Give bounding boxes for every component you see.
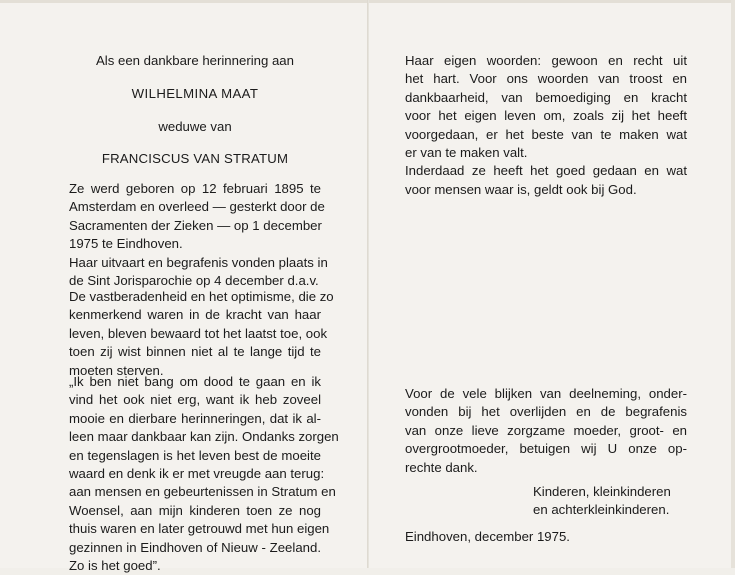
deceased-name: WILHELMINA MAAT <box>131 86 259 101</box>
own-words-line: voor het eigen leven om, zoals zij het heeft <box>405 108 687 124</box>
character-line: moeten sterven. <box>69 362 164 378</box>
quote-line: Zo is het goed”. <box>69 558 161 574</box>
widow-of-line: weduwe van <box>158 119 232 134</box>
thanks-line: rechte dank. <box>405 459 478 475</box>
birth-paragraph <box>69 180 328 290</box>
own-words-line: Haar eigen woorden: gewoon en recht uit <box>405 53 687 68</box>
funeral-line: Haar uitvaart en begrafenis vonden plaats in <box>69 254 328 270</box>
good-line: Inderdaad ze heeft het goed gedaan en wat <box>405 163 687 179</box>
thanks-line: overgrootmoeder, betuigen wij U onze op- <box>405 441 687 457</box>
quote-line: thuis waren en later getrouwd met hun eigen <box>69 521 330 537</box>
character-paragraph <box>69 288 334 380</box>
good-line: voor mensen waar is, geldt ook bij God. <box>405 181 637 197</box>
signature-line: Kinderen, kleinkinderen <box>533 484 671 499</box>
thanks-line: Voor de vele blijken van deelneming, onder- <box>405 386 687 401</box>
own-words-line: voorgedaan, er het beste van te maken wat <box>405 126 687 142</box>
birth-line: Sacramenten der Zieken — op 1 december <box>69 217 322 233</box>
quote-paragraph <box>69 373 339 575</box>
birth-line: Amsterdam en overleed — gesterkt door de <box>69 199 325 215</box>
quote-line: leen maar dankbaar kan zijn. Ondanks zorgen <box>69 429 339 445</box>
quote-line: „Ik ben niet bang om dood te gaan en ik <box>69 374 321 389</box>
card-fold-line <box>367 0 369 568</box>
place-date: Eindhoven, december 1975. <box>405 529 570 544</box>
quote-line: gezinnen in Eindhoven of Nieuw - Zeeland. <box>69 539 321 555</box>
character-line: kenmerkend waren in de kracht van haar <box>69 307 321 323</box>
card-right-edge <box>731 0 735 568</box>
birth-line: Ze werd geboren op 12 februari 1895 te <box>69 181 321 196</box>
thanks-line: van onze lieve zorgzame moeder, groot- en <box>405 422 687 438</box>
quote-line: waard en denk ik er met vreugde aan terug: <box>69 466 325 482</box>
own-words-line: het hart. Voor ons woorden van troost en <box>405 71 687 87</box>
own-words-line: er van te maken valt. <box>405 145 528 161</box>
quote-line: Woensel, aan mijn kinderen toen ze nog <box>69 502 321 518</box>
thanks-paragraph <box>405 385 687 477</box>
spouse-name: FRANCISCUS VAN STRATUM <box>101 151 289 166</box>
quote-line: vind het ook niet erg, want ik heb zoveel <box>69 392 321 408</box>
thanks-line: vonden bij het overlijden en de begrafenis <box>405 404 687 420</box>
intro-line: Als een dankbare herinnering aan <box>96 53 294 68</box>
signature-line: en achterkleinkinderen. <box>533 502 670 518</box>
quote-line: en tegenslagen is het leven best de moeite <box>69 447 321 463</box>
own-words-line: dankbaarheid, van bemoediging en kracht <box>405 89 687 105</box>
funeral-line: de Sint Jorisparochie op 4 december d.a.v. <box>69 273 319 289</box>
own-words-paragraph <box>405 52 687 199</box>
signature-block <box>533 483 693 520</box>
character-line: leven, bleven bewaard tot het laatst toe, ook <box>69 325 328 341</box>
quote-line: aan mensen en gebeurtenissen in Stratum en <box>69 484 336 500</box>
quote-line: mooie en dierbare herinneringen, dat ik al- <box>69 410 321 426</box>
character-line: De vastberadenheid en het optimisme, die zo <box>69 289 334 304</box>
birth-line: 1975 te Eindhoven. <box>69 236 183 252</box>
character-line: toen zij wist binnen niet al te lange tijd te <box>69 344 321 360</box>
